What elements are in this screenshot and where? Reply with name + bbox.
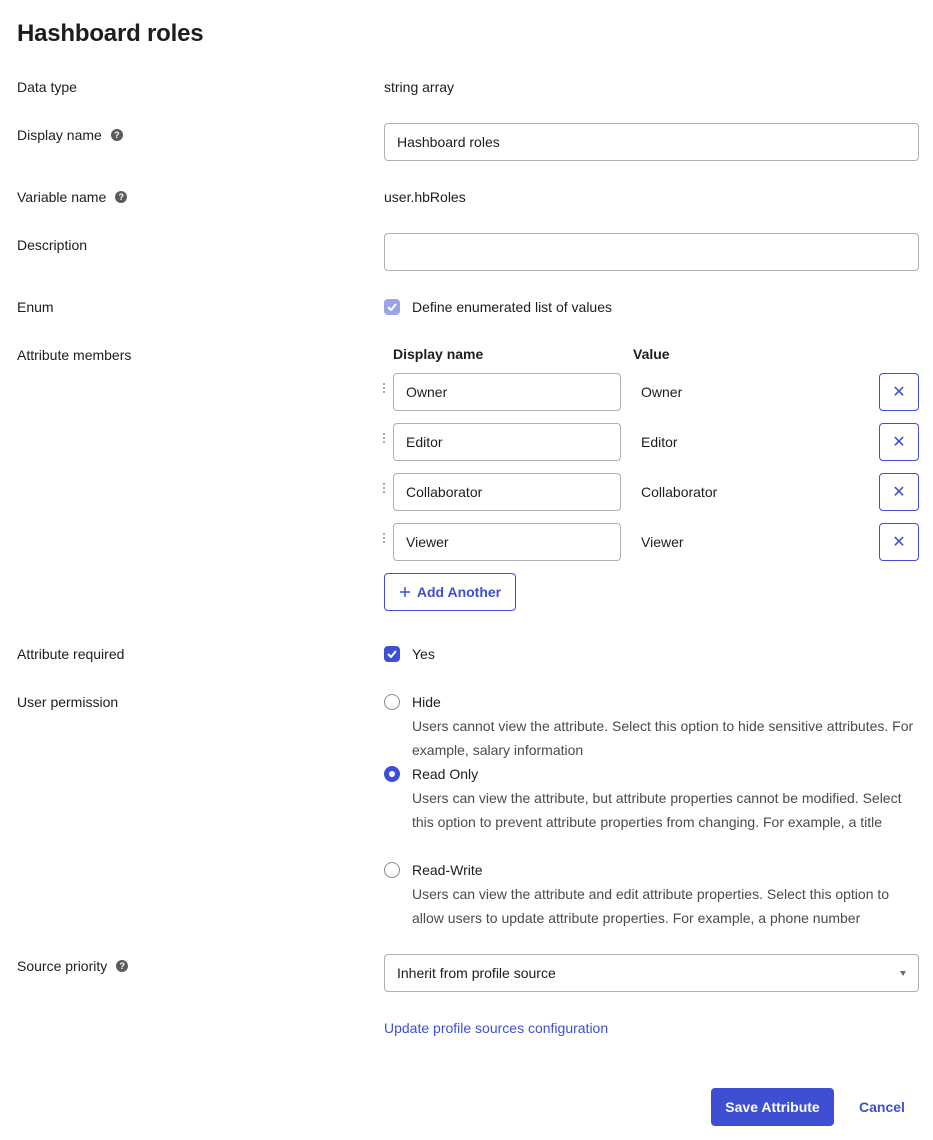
update-profile-sources-link[interactable]: Update profile sources configuration: [384, 1020, 609, 1036]
cancel-button[interactable]: Cancel: [859, 1099, 905, 1115]
help-icon[interactable]: ?: [116, 960, 128, 972]
close-icon: ✕: [892, 434, 906, 451]
display-name-input[interactable]: [384, 123, 919, 161]
attribute-required-checkbox-label: Yes: [412, 646, 435, 662]
variable-name-row-label: [17, 187, 127, 207]
source-priority-value: Inherit from profile source: [397, 965, 556, 981]
drag-handle-icon[interactable]: [383, 533, 387, 545]
radio-hide-description: Users cannot view the attribute. Select this option to hide sensitive attributes. For example, salary information: [412, 718, 914, 758]
member-value: Viewer: [641, 534, 684, 550]
radio-read-only-description: Users can view the attribute, but attribute properties cannot be modified. Select this option to prevent attribute properties from changing. For example, a title: [412, 790, 902, 830]
radio-read-write-description: Users can view the attribute and edit attribute properties. Select this option to allow users to update attribute properties. For example, a phone number: [412, 886, 890, 926]
page-title: Hashboard roles: [17, 20, 204, 47]
member-value: Editor: [641, 434, 678, 450]
enum-label: Enum: [17, 299, 54, 315]
add-another-button[interactable]: [384, 573, 516, 611]
save-attribute-button[interactable]: Save Attribute: [711, 1088, 834, 1126]
display-name-row-label: [17, 125, 123, 145]
user-permission-label: User permission: [17, 694, 119, 710]
remove-member-button[interactable]: [879, 473, 919, 511]
radio-read-write[interactable]: [384, 862, 400, 878]
attribute-required-row: [384, 644, 435, 664]
close-icon: ✕: [892, 534, 906, 551]
source-priority-select[interactable]: [384, 954, 919, 992]
source-priority-row-label: [17, 956, 128, 976]
source-priority-label: Source priority: [17, 958, 108, 974]
help-icon[interactable]: ?: [111, 129, 123, 141]
radio-read-only[interactable]: [384, 766, 400, 782]
description-input[interactable]: [384, 233, 919, 271]
radio-hide[interactable]: [384, 694, 400, 710]
drag-handle-icon[interactable]: [383, 433, 387, 445]
column-value: Value: [633, 346, 670, 362]
enum-checkbox-label: Define enumerated list of values: [412, 299, 612, 315]
check-icon: [387, 650, 397, 658]
member-display-name-input[interactable]: [393, 373, 621, 411]
remove-member-button[interactable]: [879, 423, 919, 461]
help-icon[interactable]: ?: [115, 191, 127, 203]
attribute-required-label: Attribute required: [17, 646, 125, 662]
display-name-label: Display name: [17, 127, 102, 143]
drag-handle-icon[interactable]: [383, 483, 387, 495]
enum-checkbox[interactable]: [384, 299, 400, 315]
attribute-members-label: Attribute members: [17, 347, 132, 363]
member-display-name-input[interactable]: [393, 523, 621, 561]
close-icon: ✕: [892, 384, 906, 401]
chevron-down-icon: [900, 971, 906, 976]
close-icon: ✕: [892, 484, 906, 501]
attribute-required-checkbox[interactable]: [384, 646, 400, 662]
plus-icon: [399, 586, 411, 598]
column-display-name: Display name: [393, 346, 484, 362]
remove-member-button[interactable]: [879, 373, 919, 411]
check-icon: [387, 303, 397, 311]
variable-name-label: Variable name: [17, 189, 107, 205]
radio-read-only-label: Read Only: [412, 766, 479, 782]
member-value: Owner: [641, 384, 683, 400]
description-label: Description: [17, 237, 88, 253]
member-display-name-input[interactable]: [393, 423, 621, 461]
radio-hide-label: Hide: [412, 694, 441, 710]
member-value: Collaborator: [641, 484, 718, 500]
remove-member-button[interactable]: [879, 523, 919, 561]
data-type-value: string array: [384, 79, 455, 95]
variable-name-value: user.hbRoles: [384, 189, 466, 205]
add-another-label: Add Another: [416, 584, 502, 600]
drag-handle-icon[interactable]: [383, 383, 387, 395]
data-type-label: Data type: [17, 79, 77, 95]
radio-read-write-label: Read-Write: [412, 862, 483, 878]
member-display-name-input[interactable]: [393, 473, 621, 511]
enum-checkbox-row: [384, 297, 612, 317]
